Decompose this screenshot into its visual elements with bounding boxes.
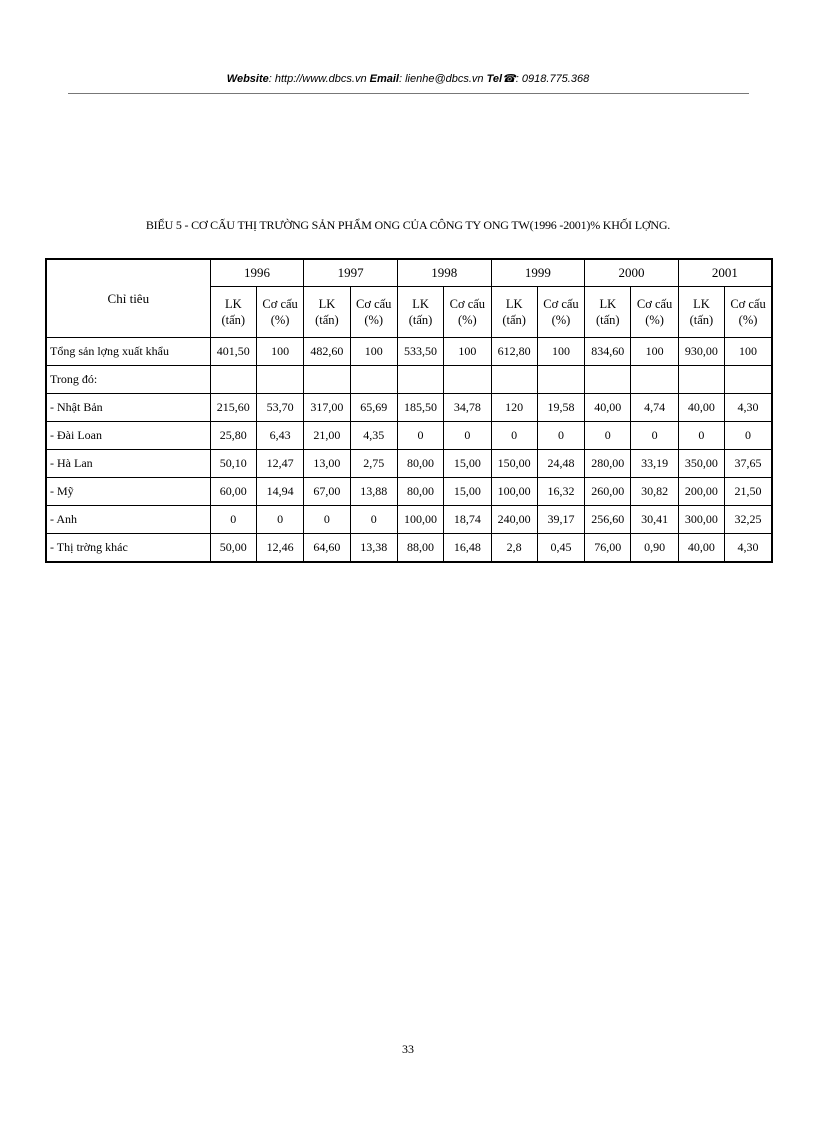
share-cell: 4,74 — [631, 394, 678, 422]
volume-cell: 0 — [491, 422, 537, 450]
share-cell: 0 — [725, 422, 772, 450]
volume-cell: 50,00 — [210, 534, 256, 563]
share-cell: 6,43 — [256, 422, 303, 450]
email-value[interactable]: : lienhe@dbcs.vn — [399, 73, 484, 85]
share-cell: 0 — [444, 422, 491, 450]
share-cell: 12,47 — [256, 450, 303, 478]
page-header — [0, 72, 816, 85]
volume-cell: 120 — [491, 394, 537, 422]
year-header: 1996 — [210, 259, 304, 287]
share-cell: 100 — [537, 338, 584, 366]
share-cell: 39,17 — [537, 506, 584, 534]
share-cell: 14,94 — [256, 478, 303, 506]
lk-subheader: LK (tấn) — [491, 287, 537, 338]
volume-cell — [585, 366, 631, 394]
row-label: - Mỹ — [46, 478, 210, 506]
share-cell — [444, 366, 491, 394]
table-row — [46, 478, 772, 506]
share-cell: 2,75 — [350, 450, 397, 478]
share-subheader: Cơ cấu (%) — [537, 287, 584, 338]
row-label: Tổng sản lợng xuất khẩu — [46, 338, 210, 366]
volume-cell: 482,60 — [304, 338, 350, 366]
year-header: 2000 — [585, 259, 679, 287]
volume-cell: 185,50 — [397, 394, 443, 422]
volume-cell: 25,80 — [210, 422, 256, 450]
share-cell — [725, 366, 772, 394]
share-cell: 0 — [350, 506, 397, 534]
volume-cell: 401,50 — [210, 338, 256, 366]
volume-cell: 2,8 — [491, 534, 537, 563]
share-subheader: Cơ cấu (%) — [725, 287, 772, 338]
volume-cell: 240,00 — [491, 506, 537, 534]
year-header: 1999 — [491, 259, 585, 287]
share-cell: 33,19 — [631, 450, 678, 478]
share-cell: 100 — [350, 338, 397, 366]
share-cell: 4,30 — [725, 534, 772, 563]
share-cell: 100 — [631, 338, 678, 366]
lk-subheader: LK (tấn) — [397, 287, 443, 338]
share-cell — [256, 366, 303, 394]
share-cell: 19,58 — [537, 394, 584, 422]
volume-cell: 80,00 — [397, 478, 443, 506]
volume-cell: 67,00 — [304, 478, 350, 506]
share-subheader: Cơ cấu (%) — [631, 287, 678, 338]
row-label: - Nhật Bản — [46, 394, 210, 422]
volume-cell: 533,50 — [397, 338, 443, 366]
year-header: 1998 — [397, 259, 491, 287]
share-cell — [350, 366, 397, 394]
share-cell: 30,41 — [631, 506, 678, 534]
volume-cell: 0 — [210, 506, 256, 534]
share-cell: 0 — [537, 422, 584, 450]
share-cell: 100 — [725, 338, 772, 366]
share-cell: 65,69 — [350, 394, 397, 422]
volume-cell: 256,60 — [585, 506, 631, 534]
share-cell: 21,50 — [725, 478, 772, 506]
volume-cell: 280,00 — [585, 450, 631, 478]
share-cell: 37,65 — [725, 450, 772, 478]
share-cell: 12,46 — [256, 534, 303, 563]
share-cell: 0 — [631, 422, 678, 450]
lk-subheader: LK (tấn) — [678, 287, 724, 338]
row-label: - Hà Lan — [46, 450, 210, 478]
criteria-header: Chỉ tiêu — [46, 259, 210, 338]
share-cell: 15,00 — [444, 450, 491, 478]
table-row — [46, 366, 772, 394]
volume-cell: 260,00 — [585, 478, 631, 506]
volume-cell: 40,00 — [585, 394, 631, 422]
volume-cell: 0 — [304, 506, 350, 534]
share-cell: 53,70 — [256, 394, 303, 422]
page-number: 33 — [402, 1042, 414, 1056]
volume-cell: 834,60 — [585, 338, 631, 366]
share-cell: 30,82 — [631, 478, 678, 506]
volume-cell: 0 — [585, 422, 631, 450]
volume-cell: 930,00 — [678, 338, 724, 366]
share-cell: 13,88 — [350, 478, 397, 506]
share-cell: 100 — [444, 338, 491, 366]
table-row — [46, 506, 772, 534]
share-cell: 32,25 — [725, 506, 772, 534]
share-cell: 24,48 — [537, 450, 584, 478]
share-cell: 13,38 — [350, 534, 397, 563]
table-row — [46, 338, 772, 366]
share-cell: 18,74 — [444, 506, 491, 534]
volume-cell — [210, 366, 256, 394]
volume-cell: 100,00 — [397, 506, 443, 534]
volume-cell — [397, 366, 443, 394]
volume-cell: 60,00 — [210, 478, 256, 506]
share-cell: 4,35 — [350, 422, 397, 450]
website-value[interactable]: : http://www.dbcs.vn — [268, 73, 367, 85]
share-cell — [537, 366, 584, 394]
table-row — [46, 450, 772, 478]
volume-cell: 200,00 — [678, 478, 724, 506]
volume-cell: 50,10 — [210, 450, 256, 478]
share-subheader: Cơ cấu (%) — [256, 287, 303, 338]
volume-cell: 76,00 — [585, 534, 631, 563]
share-cell: 15,00 — [444, 478, 491, 506]
table-row — [46, 422, 772, 450]
year-header: 1997 — [304, 259, 398, 287]
share-subheader: Cơ cấu (%) — [350, 287, 397, 338]
table-row — [46, 534, 772, 563]
volume-cell — [304, 366, 350, 394]
table-body — [46, 338, 772, 563]
row-label: - Đài Loan — [46, 422, 210, 450]
volume-cell: 13,00 — [304, 450, 350, 478]
volume-cell: 300,00 — [678, 506, 724, 534]
share-cell — [631, 366, 678, 394]
volume-cell — [491, 366, 537, 394]
share-cell: 0 — [256, 506, 303, 534]
row-label: - Anh — [46, 506, 210, 534]
volume-cell: 317,00 — [304, 394, 350, 422]
volume-cell: 0 — [397, 422, 443, 450]
volume-cell — [678, 366, 724, 394]
share-subheader: Cơ cấu (%) — [444, 287, 491, 338]
volume-cell: 88,00 — [397, 534, 443, 563]
share-cell: 16,48 — [444, 534, 491, 563]
tel-value: ☎: 0918.775.368 — [502, 73, 590, 85]
table-title: BIỂU 5 - CƠ CẤU THỊ TRƯỜNG SẢN PHẨM ONG CỦA CÔNG TY ONG TW(1996 -2001)% KHỐI LỢNG. — [145, 218, 671, 232]
market-structure-table — [45, 258, 773, 563]
share-cell: 4,30 — [725, 394, 772, 422]
share-cell: 34,78 — [444, 394, 491, 422]
volume-cell: 350,00 — [678, 450, 724, 478]
table-row — [46, 394, 772, 422]
lk-subheader: LK (tấn) — [585, 287, 631, 338]
volume-cell: 100,00 — [491, 478, 537, 506]
share-cell: 0,45 — [537, 534, 584, 563]
share-cell: 0,90 — [631, 534, 678, 563]
share-cell: 16,32 — [537, 478, 584, 506]
volume-cell: 150,00 — [491, 450, 537, 478]
share-cell: 100 — [256, 338, 303, 366]
volume-cell: 80,00 — [397, 450, 443, 478]
tel-label: Tel — [486, 73, 503, 85]
volume-cell: 40,00 — [678, 534, 724, 563]
volume-cell: 64,60 — [304, 534, 350, 563]
lk-subheader: LK (tấn) — [304, 287, 350, 338]
lk-subheader: LK (tấn) — [210, 287, 256, 338]
website-label: Website — [226, 73, 269, 85]
volume-cell: 21,00 — [304, 422, 350, 450]
row-label: - Thị trờng khác — [46, 534, 210, 563]
row-label: Trong đó: — [46, 366, 210, 394]
header-divider — [68, 93, 749, 94]
email-label: Email — [369, 73, 399, 85]
volume-cell: 215,60 — [210, 394, 256, 422]
volume-cell: 40,00 — [678, 394, 724, 422]
volume-cell: 612,80 — [491, 338, 537, 366]
year-header: 2001 — [678, 259, 772, 287]
volume-cell: 0 — [678, 422, 724, 450]
